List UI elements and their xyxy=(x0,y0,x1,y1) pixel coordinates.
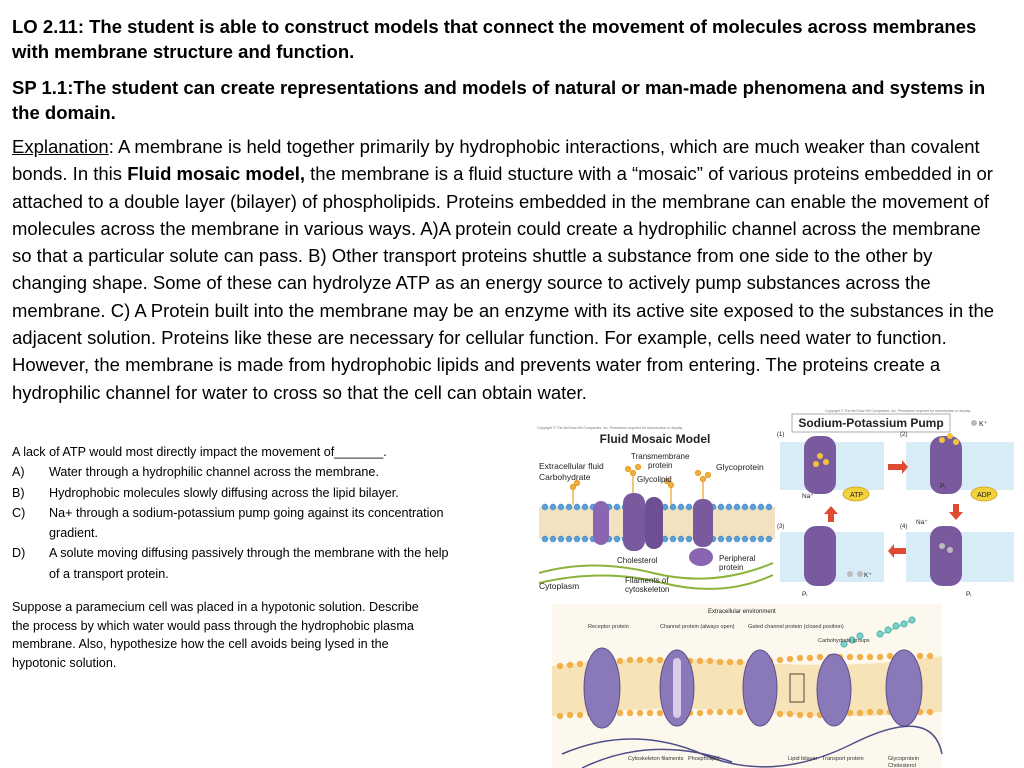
fm-label-carbohydrate: Carbohydrate xyxy=(539,472,591,482)
science-practice: SP 1.1:The student can create representations and models of natural or man-made phenomena and systems in the domain. xyxy=(12,77,986,123)
explanation-text-1: : A membrane is held together primarily by hydrophobic interactions, which are much weaker than covalent bonds. In this xyxy=(12,136,980,185)
step-2: (2) xyxy=(900,432,908,438)
label-carb: Carbohydrate groups xyxy=(818,638,870,644)
option-key: A) xyxy=(12,465,25,480)
label-cyto: Cytoskeleton filaments xyxy=(628,756,684,762)
fm-transmembrane-protein xyxy=(623,493,663,551)
option-key: B) xyxy=(12,485,25,500)
fm-label-extracellular: Extracellular fluid xyxy=(539,461,604,471)
step-4: (4) xyxy=(900,524,908,530)
label-channel: Channel protein (always open) xyxy=(660,624,735,630)
receptor-protein xyxy=(584,648,620,728)
option-text: Na+ through a sodium-potassium pump going against its concentration gradient. xyxy=(49,505,444,541)
fm-label-filaments: Filaments of xyxy=(625,576,669,585)
fm-label-cytoplasm: Cytoplasm xyxy=(539,581,580,591)
atp-label: ATP xyxy=(850,492,864,499)
hypotonic-question: Suppose a paramecium cell was placed in a hypotonic solution. Describe the process by which water would pass through the hydrophobic plasma membrane. Also, hypothesize how the cell avoids being lysed in the hypotonic solution. xyxy=(12,600,419,670)
fm-label-transmembrane: Transmembrane xyxy=(631,452,690,461)
label-glycoprotein: Glycoprotein xyxy=(888,756,919,762)
fm-label-filaments-2: cytoskeleton xyxy=(625,585,670,594)
fm-glycoprotein-body xyxy=(693,499,713,547)
label-phospholipid: Phospholipid xyxy=(688,756,720,762)
learning-objective: LO 2.11: The student is able to construct models that connect the movement of molecules across membranes with membrane structure and function. xyxy=(12,16,977,62)
label-cholesterol: Cholesterol xyxy=(888,763,916,768)
question-option-c xyxy=(12,503,512,544)
label-gated: Gated channel protein (closed position) xyxy=(748,624,844,630)
fm-label-peripheral: Peripheral xyxy=(719,554,756,563)
question-stem: A lack of ATP would most directly impact the movement of_______. xyxy=(12,445,387,459)
option-text: Water through a hydrophilic channel across the membrane. xyxy=(49,465,379,480)
fm-label-glycolipid: Glycolipid xyxy=(637,475,672,484)
pump-protein xyxy=(804,436,836,494)
fm-label-transmembrane-2: protein xyxy=(648,461,673,470)
fm-peripheral-protein xyxy=(689,548,713,566)
pump-k-legend: K⁺ xyxy=(979,421,988,428)
glycoprotein xyxy=(886,650,922,726)
label-transport: Transport protein xyxy=(822,756,864,762)
explanation-text-2: the membrane is a fluid stucture with a “mosaic” of various proteins embedded in or attached to a double layer (bilayer) of phospholipids. Proteins embedded in the membrane can enable the movement of molecules across the membrane in various ways. A)A protein could create a hydrophilic channel across the membrane so that a particular solute can pass. B) Other transport proteins shuttle a substance from one side to the other by changing shape. Some of these can hydrolyze ATP as an energy source to actively pump substances across the membrane. C) A Protein built into the membrane may be an enzyme with its active site exposed to the substances in the adjacent solution. Proteins like these are necessary for cellular function. For example, cells need water to function. However, the membrane is made from hydrophobic lipids and prevents water from entering. The proteins create a hydrophilic channel for water to cross so that the cell can obtain water. xyxy=(12,163,995,403)
option-text: A solute moving diffusing passively through the membrane with the help of a transport protein. xyxy=(49,546,449,581)
pump-title: Sodium-Potassium Pump xyxy=(798,416,944,430)
question-option-d xyxy=(12,543,512,584)
transport-protein xyxy=(817,654,851,726)
k-ion-icon xyxy=(971,420,977,426)
label-lipid-bilayer: Lipid bilayer xyxy=(788,756,818,762)
option-key: C) xyxy=(12,505,26,520)
fm-copyright: Copyright © The McGraw-Hill Companies, Inc. Permission required for reproduction or display. xyxy=(537,426,684,430)
fm-title: Fluid Mosaic Model xyxy=(599,432,711,446)
pi-label-4: Pᵢ xyxy=(966,591,972,598)
pump-protein xyxy=(930,526,962,586)
membrane-transport-diagram xyxy=(552,604,942,768)
pi-label-3: Pᵢ xyxy=(802,591,808,598)
pump-copyright: Copyright © The McGraw-Hill Companies, Inc. Permission required for reproduction or display. xyxy=(824,409,972,413)
question-option-a xyxy=(12,462,512,482)
sodium-potassium-pump-diagram xyxy=(778,406,1018,602)
step-1: (1) xyxy=(777,432,785,438)
option-text: Hydrophobic molecules slowly diffusing across the lipid bilayer. xyxy=(49,485,399,500)
channel-pore xyxy=(673,658,681,718)
adp-label: ADP xyxy=(977,492,992,499)
step-3: (3) xyxy=(777,524,785,530)
fm-label-glycoprotein: Glycoprotein xyxy=(716,462,764,472)
question-block xyxy=(12,442,512,584)
fm-label-peripheral-2: protein xyxy=(719,563,744,572)
explanation-label: Explanation xyxy=(12,136,109,157)
explanation-paragraph xyxy=(12,133,1002,406)
label-receptor: Receptor protein xyxy=(588,624,629,630)
pump-na-label: Na⁺ xyxy=(802,493,814,500)
pump-k-label-3: K⁺ xyxy=(864,572,872,579)
pump-protein xyxy=(804,526,836,586)
option-key: D) xyxy=(12,546,26,561)
pump-na-label-4: Na⁺ xyxy=(916,519,928,526)
membrane-title: Extracellular environment xyxy=(708,609,776,615)
fm-label-cholesterol: Cholesterol xyxy=(617,556,658,565)
explanation-bold-term: Fluid mosaic model, xyxy=(127,163,306,185)
fluid-mosaic-diagram xyxy=(533,423,777,595)
gated-channel-protein xyxy=(743,650,777,726)
question-option-b xyxy=(12,483,512,503)
pi-label-1: Pᵢ xyxy=(940,483,946,490)
fm-protein xyxy=(593,501,609,545)
